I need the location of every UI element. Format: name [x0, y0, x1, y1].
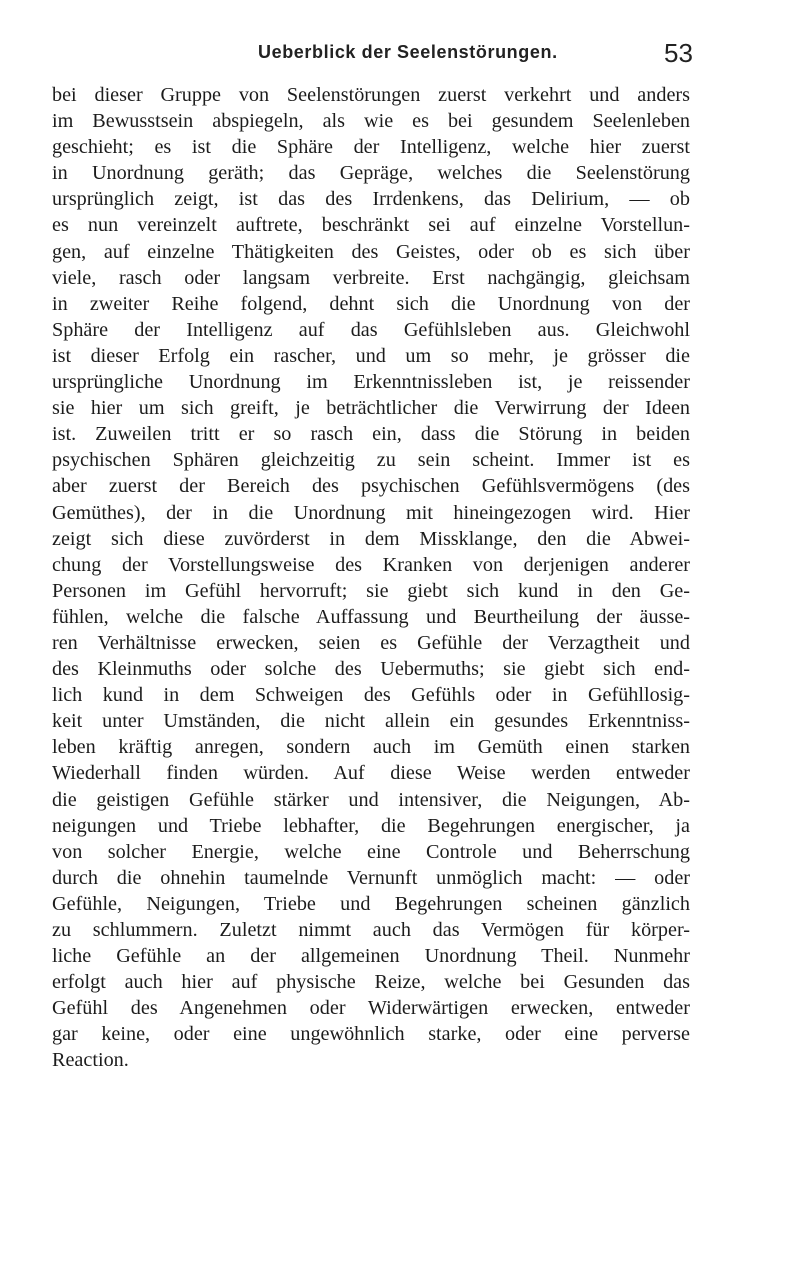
text-line: von solcher Energie, welche eine Controle und Beherrschung: [52, 840, 690, 863]
text-line: die geistigen Gefühle stärker und intensiver, die Neigungen, Ab-: [52, 788, 690, 811]
text-line: ren Verhältnisse erwecken, seien es Gefühle der Verzagtheit und: [52, 631, 690, 654]
text-line: Gefühl des Angenehmen oder Widerwärtigen erwecken, entweder: [52, 997, 690, 1020]
text-line: des Kleinmuths oder solche des Uebermuths; sie giebt sich end-: [52, 658, 690, 681]
text-line: neigungen und Triebe lebhafter, die Begehrungen energischer, ja: [52, 814, 690, 837]
text-line: gen, auf einzelne Thätigkeiten des Geistes, oder ob es sich über: [52, 240, 690, 263]
text-line: ist dieser Erfolg ein rascher, und um so mehr, je grösser die: [52, 344, 690, 367]
text-line: Sphäre der Intelligenz auf das Gefühlsleben aus. Gleichwohl: [52, 318, 690, 341]
text-line: Wiederhall finden würden. Auf diese Weise werden entweder: [52, 762, 690, 785]
text-line: ursprünglich zeigt, ist das des Irrdenkens, das Delirium, — ob: [52, 188, 690, 211]
text-line: in Unordnung geräth; das Gepräge, welches die Seelenstörung: [52, 162, 690, 185]
text-line: gar keine, oder eine ungewöhnlich starke, oder eine perverse: [52, 1023, 690, 1046]
text-line: lich kund in dem Schweigen des Gefühls oder in Gefühllosig-: [52, 684, 690, 707]
text-line: fühlen, welche die falsche Auffassung und Beurtheilung der äusse-: [52, 605, 690, 628]
page-number: 53: [664, 38, 693, 68]
text-line: aber zuerst der Bereich des psychischen Gefühlsvermögens (des: [52, 475, 690, 498]
text-line: erfolgt auch hier auf physische Reize, welche bei Gesunden das: [52, 971, 690, 994]
text-line: chung der Vorstellungsweise des Kranken von derjenigen anderer: [52, 553, 690, 576]
text-line: ist. Zuweilen tritt er so rasch ein, dass die Störung in beiden: [52, 423, 690, 446]
text-line: ursprüngliche Unordnung im Erkenntnissleben ist, je reissender: [52, 371, 690, 394]
text-line: zu schlummern. Zuletzt nimmt auch das Vermögen für körper-: [52, 919, 690, 941]
text-line: geschieht; es ist die Sphäre der Intelligenz, welche hier zuerst: [52, 136, 690, 159]
text-line: zeigt sich diese zuvörderst in dem Missklange, den die Abwei-: [52, 527, 690, 550]
text-line: sie hier um sich greift, je beträchtlicher die Verwirrung der Ideen: [52, 397, 690, 420]
text-line-final: Reaction.: [52, 1049, 129, 1072]
text-line: im Bewusstsein abspiegeln, als wie es bei gesundem Seelenleben: [52, 110, 690, 133]
text-line: es nun vereinzelt auftrete, beschränkt sei auf einzelne Vorstellun-: [52, 214, 690, 237]
text-line: keit unter Umständen, die nicht allein ein gesundes Erkenntniss-: [52, 710, 690, 733]
text-line: liche Gefühle an der allgemeinen Unordnung Theil. Nunmehr: [52, 945, 690, 968]
body-paragraph: [52, 82, 690, 1074]
text-line: in zweiter Reihe folgend, dehnt sich die Unordnung von der: [52, 292, 690, 315]
text-line: Gefühle, Neigungen, Triebe und Begehrungen scheinen gänzlich: [52, 892, 690, 915]
text-line: leben kräftig anregen, sondern auch im Gemüth einen starken: [52, 736, 690, 759]
text-line: Gemüthes), der in die Unordnung mit hineingezogen wird. Hier: [52, 501, 690, 524]
text-line: bei dieser Gruppe von Seelenstörungen zuerst verkehrt und anders: [52, 84, 690, 106]
text-line: psychischen Sphären gleichzeitig zu sein scheint. Immer ist es: [52, 449, 690, 472]
text-line: durch die ohnehin taumelnde Vernunft unmöglich macht: — oder: [52, 866, 690, 889]
text-line: Personen im Gefühl hervorruft; sie giebt sich kund in den Ge-: [52, 579, 690, 602]
running-title: Ueberblick der Seelenstörungen.: [258, 42, 558, 62]
text-line: viele, rasch oder langsam verbreite. Erst nachgängig, gleichsam: [52, 266, 690, 289]
